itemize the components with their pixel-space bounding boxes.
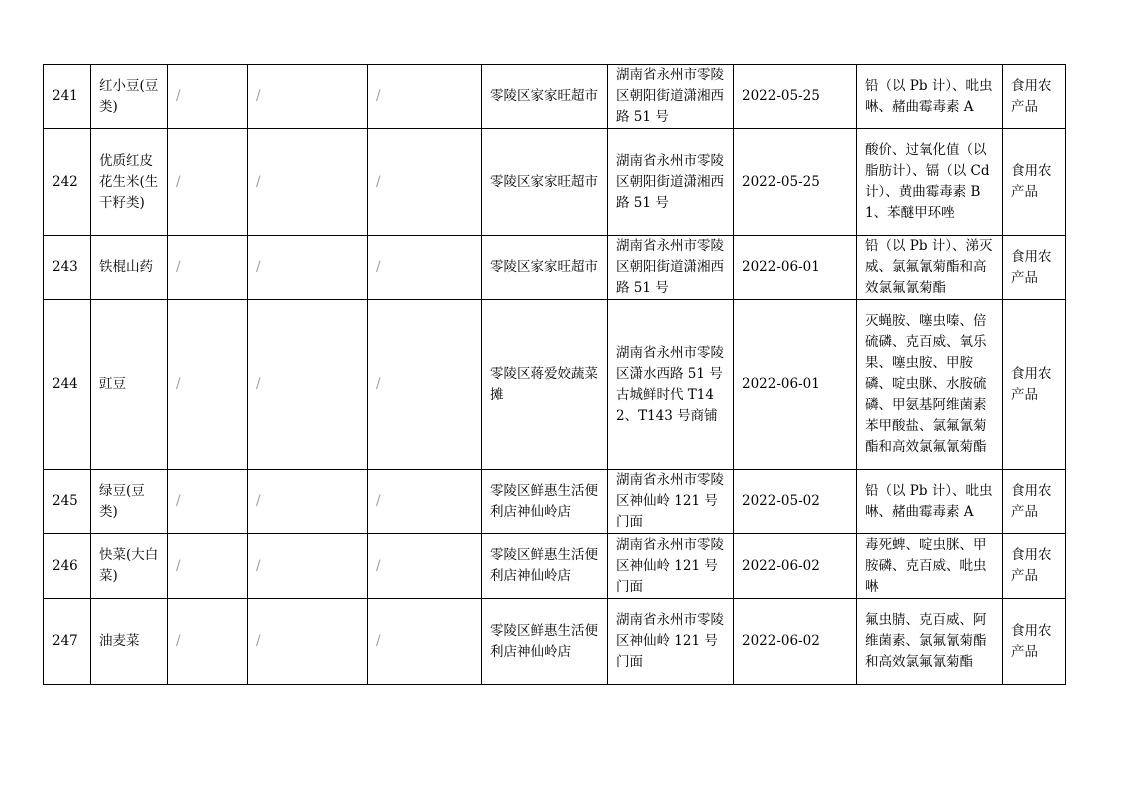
inspection-results-table: [43, 64, 1066, 685]
sampling-date: 2022-06-02: [734, 534, 857, 599]
empty-cell: /: [368, 236, 482, 300]
empty-cell: /: [248, 534, 368, 599]
seller-name: 零陵区鲜惠生活便利店神仙岭店: [482, 534, 608, 599]
seller-name: 零陵区家家旺超市: [482, 129, 608, 236]
empty-cell: /: [168, 129, 248, 236]
sample-name: 红小豆(豆类): [91, 65, 168, 129]
food-category: 食用农产品: [1003, 236, 1066, 300]
sampling-date: 2022-06-01: [734, 236, 857, 300]
food-category: 食用农产品: [1003, 470, 1066, 534]
row-number: 246: [44, 534, 91, 599]
sampling-date: 2022-06-02: [734, 599, 857, 685]
seller-address: 湖南省永州市零陵区神仙岭 121 号门面: [608, 599, 734, 685]
seller-name: 零陵区家家旺超市: [482, 65, 608, 129]
sample-name: 油麦菜: [91, 599, 168, 685]
seller-name: 零陵区鲜惠生活便利店神仙岭店: [482, 599, 608, 685]
empty-cell: /: [368, 65, 482, 129]
empty-cell: /: [168, 236, 248, 300]
empty-cell: /: [368, 129, 482, 236]
table-row: [44, 236, 1066, 300]
food-category: 食用农产品: [1003, 599, 1066, 685]
empty-cell: /: [168, 534, 248, 599]
food-category: 食用农产品: [1003, 65, 1066, 129]
empty-cell: /: [168, 300, 248, 470]
sample-name: 铁棍山药: [91, 236, 168, 300]
row-number: 247: [44, 599, 91, 685]
empty-cell: /: [248, 65, 368, 129]
food-category: 食用农产品: [1003, 534, 1066, 599]
table-row: [44, 300, 1066, 470]
sample-name: 快菜(大白菜): [91, 534, 168, 599]
test-items: 灭蝇胺、噻虫嗪、倍硫磷、克百威、氧乐果、噻虫胺、甲胺磷、啶虫脒、水胺硫磷、甲氨基阿维菌素苯甲酸盐、氯氟氰菊酯和高效氯氟氰菊酯: [857, 300, 1003, 470]
seller-name: 零陵区鲜惠生活便利店神仙岭店: [482, 470, 608, 534]
seller-address: 湖南省永州市零陵区神仙岭 121 号门面: [608, 470, 734, 534]
sampling-date: 2022-06-01: [734, 300, 857, 470]
table-row: [44, 599, 1066, 685]
row-number: 242: [44, 129, 91, 236]
seller-name: 零陵区蒋爱姣蔬菜摊: [482, 300, 608, 470]
test-items: 铅（以 Pb 计）、吡虫啉、赭曲霉毒素 A: [857, 470, 1003, 534]
empty-cell: /: [248, 599, 368, 685]
test-items: 铅（以 Pb 计）、涕灭威、氯氟氰菊酯和高效氯氟氰菊酯: [857, 236, 1003, 300]
row-number: 245: [44, 470, 91, 534]
row-number: 243: [44, 236, 91, 300]
empty-cell: /: [368, 534, 482, 599]
empty-cell: /: [168, 599, 248, 685]
sample-name: 优质红皮花生米(生干籽类): [91, 129, 168, 236]
seller-address: 湖南省永州市零陵区神仙岭 121 号门面: [608, 534, 734, 599]
sample-name: 豇豆: [91, 300, 168, 470]
test-items: 酸价、过氧化值（以脂肪计）、镉（以 Cd 计）、黄曲霉毒素 B1、苯醚甲环唑: [857, 129, 1003, 236]
seller-address: 湖南省永州市零陵区朝阳街道潇湘西路 51 号: [608, 65, 734, 129]
table-row: [44, 534, 1066, 599]
food-category: 食用农产品: [1003, 300, 1066, 470]
table-row: [44, 65, 1066, 129]
seller-address: 湖南省永州市零陵区潇水西路 51 号古城鲜时代 T142、T143 号商铺: [608, 300, 734, 470]
test-items: 毒死蜱、啶虫脒、甲胺磷、克百威、吡虫啉: [857, 534, 1003, 599]
row-number: 241: [44, 65, 91, 129]
row-number: 244: [44, 300, 91, 470]
sampling-date: 2022-05-25: [734, 65, 857, 129]
seller-address: 湖南省永州市零陵区朝阳街道潇湘西路 51 号: [608, 129, 734, 236]
table-row: [44, 470, 1066, 534]
sampling-date: 2022-05-02: [734, 470, 857, 534]
empty-cell: /: [168, 65, 248, 129]
seller-address: 湖南省永州市零陵区朝阳街道潇湘西路 51 号: [608, 236, 734, 300]
sampling-date: 2022-05-25: [734, 129, 857, 236]
empty-cell: /: [248, 129, 368, 236]
sample-name: 绿豆(豆类): [91, 470, 168, 534]
empty-cell: /: [368, 470, 482, 534]
test-items: 铅（以 Pb 计）、吡虫啉、赭曲霉毒素 A: [857, 65, 1003, 129]
table-row: [44, 129, 1066, 236]
test-items: 氟虫腈、克百威、阿维菌素、氯氟氰菊酯和高效氯氟氰菊酯: [857, 599, 1003, 685]
empty-cell: /: [248, 470, 368, 534]
empty-cell: /: [168, 470, 248, 534]
seller-name: 零陵区家家旺超市: [482, 236, 608, 300]
empty-cell: /: [248, 236, 368, 300]
empty-cell: /: [368, 300, 482, 470]
food-category: 食用农产品: [1003, 129, 1066, 236]
empty-cell: /: [368, 599, 482, 685]
empty-cell: /: [248, 300, 368, 470]
